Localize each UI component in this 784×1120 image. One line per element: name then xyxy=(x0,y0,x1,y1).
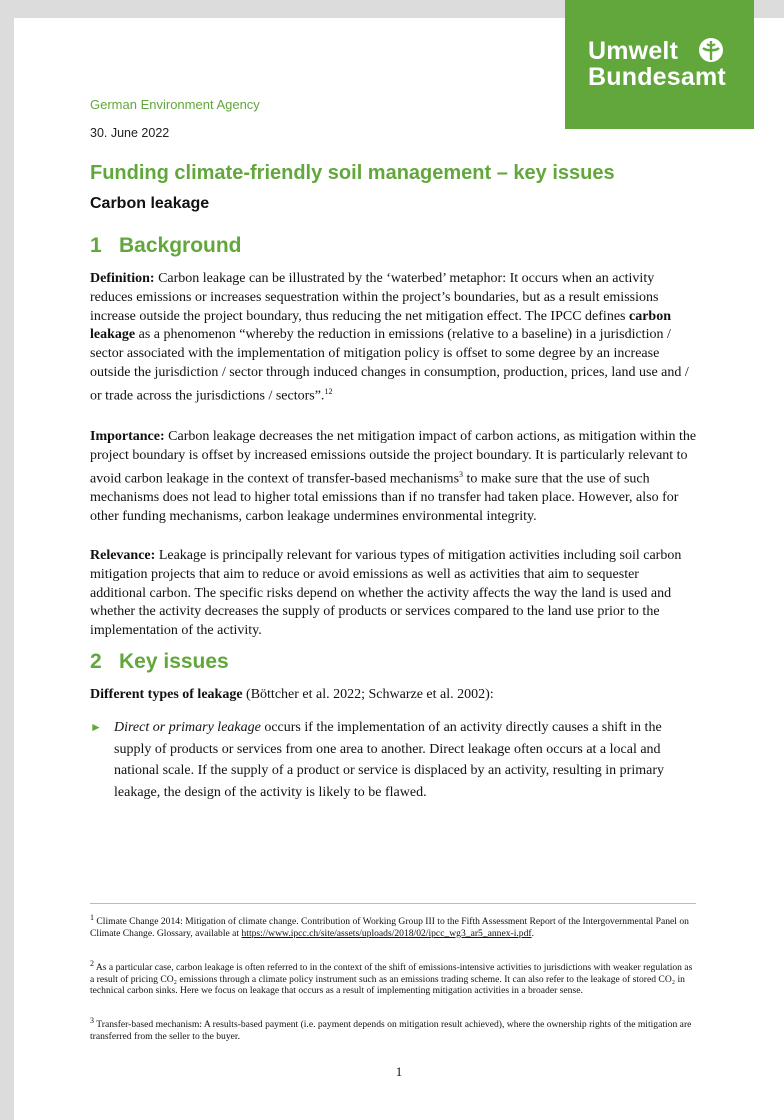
section-title: Background xyxy=(119,234,242,257)
section-title: Key issues xyxy=(119,650,229,673)
footnote-number: 2 xyxy=(90,959,94,968)
footnote-number: 1 xyxy=(90,913,94,922)
paragraph-relevance xyxy=(90,547,698,641)
paragraph-text: Carbon leakage decreases the net mitigation impact of carbon actions, as mitigation within the project boundary is offset by increased emissions outside the project boundary. It is particularly relevant to avoid carbon leakage in the context of transfer-based mechanisms xyxy=(90,429,697,487)
paragraph-lead: Definition: xyxy=(90,271,155,286)
section-heading-key-issues xyxy=(90,650,229,674)
logo-line-2: Bundesamt xyxy=(588,63,726,91)
paragraph-lead: Importance: xyxy=(90,429,165,444)
paragraph-lead: Different types of leakage xyxy=(90,687,243,702)
leaf-cross-emblem-icon xyxy=(698,37,724,63)
paragraph-text: Carbon leakage can be illustrated by the ‘waterbed’ metaphor: It occurs when an activity reduces emissions or increases sequestration within the project’s boundaries, but as a result emissions increase outside the project boundary, thus reducing the net mitigation effect. The IPCC defines xyxy=(90,271,659,324)
bullet-arrow-icon: ► xyxy=(90,720,102,734)
carbon-leakage-term: carbon leakage xyxy=(90,308,671,343)
umweltbundesamt-logo xyxy=(565,0,754,129)
footnote-2 xyxy=(90,958,696,997)
footnote-text: As a particular case, carbon leakage is often referred to in the context of the shift of emissions-intensive activities to jurisdictions with weaker regulation as a result of pricing CO₂ emissions through a climate policy instrument such as an emissions trading scheme. It can also refer to the leakage of stored CO₂ in technical carbon sinks. Here we focus on leakage that occurs as a result of implementing mitigation activities in a broader sense. xyxy=(90,962,693,997)
logo-line-1: Umwelt xyxy=(588,37,679,65)
bullet-term: Direct or primary leakage xyxy=(114,720,261,735)
paragraph-types-intro xyxy=(90,686,698,705)
footnote-text: Transfer-based mechanism: A results-based payment (i.e. payment depends on mitigation result achieved), where the ownership rights of the mitigation are transferred from the seller to the buyer. xyxy=(90,1019,692,1042)
page-number: 1 xyxy=(395,1064,403,1079)
footnote-text: Climate Change 2014: Mitigation of climate change. Contribution of Working Group III to the Fifth Assessment Report of the Intergovernmental Panel on Climate Change. Glossary, available at xyxy=(90,916,689,939)
paragraph-text: as a phenomenon “whereby the reduction in emissions (relative to a baseline) in a jurisdiction / sector associated with the implementation of mitigation policy is offset to some degree by an increase outside the jurisdiction / sector through induced changes in consumption, production, prices, land use and / or trade across the jurisdictions / sectors”. xyxy=(90,327,689,404)
agency-name: German Environment Agency xyxy=(90,97,260,112)
paragraph-text: Leakage is principally relevant for various types of mitigation activities including soil carbon mitigation projects that aim to reduce or avoid emissions as well as activities that aim to sequester additional carbon. The specific risks depend on whether the activity affects the way the land is used and whether the activity decreases the supply of products or services compared to the land use prior to the implementation of the activity. xyxy=(90,548,682,639)
document-subtitle: Carbon leakage xyxy=(90,195,210,212)
paragraph-text: to make sure that the use of such mechanisms does not lead to higher total emissions than if no transfer had taken place. However, also for other funding mechanisms, carbon leakage undermines environmental integrity. xyxy=(90,471,679,524)
document-page xyxy=(14,18,784,1120)
footnote-3 xyxy=(90,1015,696,1042)
document-title: Funding climate-friendly soil management – key issues xyxy=(90,162,615,184)
footnote-number: 3 xyxy=(90,1016,94,1025)
document-date: 30. June 2022 xyxy=(90,126,170,140)
paragraph-lead: Relevance: xyxy=(90,548,156,563)
footnote-separator xyxy=(90,903,696,904)
section-number: 1 xyxy=(90,234,102,257)
section-number: 2 xyxy=(90,650,102,673)
footnote-text: . xyxy=(531,927,534,939)
paragraph-text: (Böttcher et al. 2022; Schwarze et al. 2002): xyxy=(242,687,494,702)
footnote-ref: 3 xyxy=(459,469,464,479)
footnote-ref: 12 xyxy=(324,386,333,396)
bullet-item-direct-leakage xyxy=(90,717,698,803)
footnote-1 xyxy=(90,912,696,939)
ipcc-glossary-link[interactable]: https://www.ipcc.ch/site/assets/uploads/2018/02/ipcc_wg3_ar5_annex-i.pdf xyxy=(241,927,532,939)
paragraph-importance xyxy=(90,428,698,527)
paragraph-definition xyxy=(90,270,698,406)
section-heading-background xyxy=(90,234,242,258)
bullet-text: occurs if the implementation of an activity directly causes a shift in the supply of products or services from one area to another. Direct leakage often occurs at a local and national scale. If the supply of a product or service is displaced by an activity, resulting in primary leakage, the design of the activity is likely to be flawed. xyxy=(114,720,664,800)
